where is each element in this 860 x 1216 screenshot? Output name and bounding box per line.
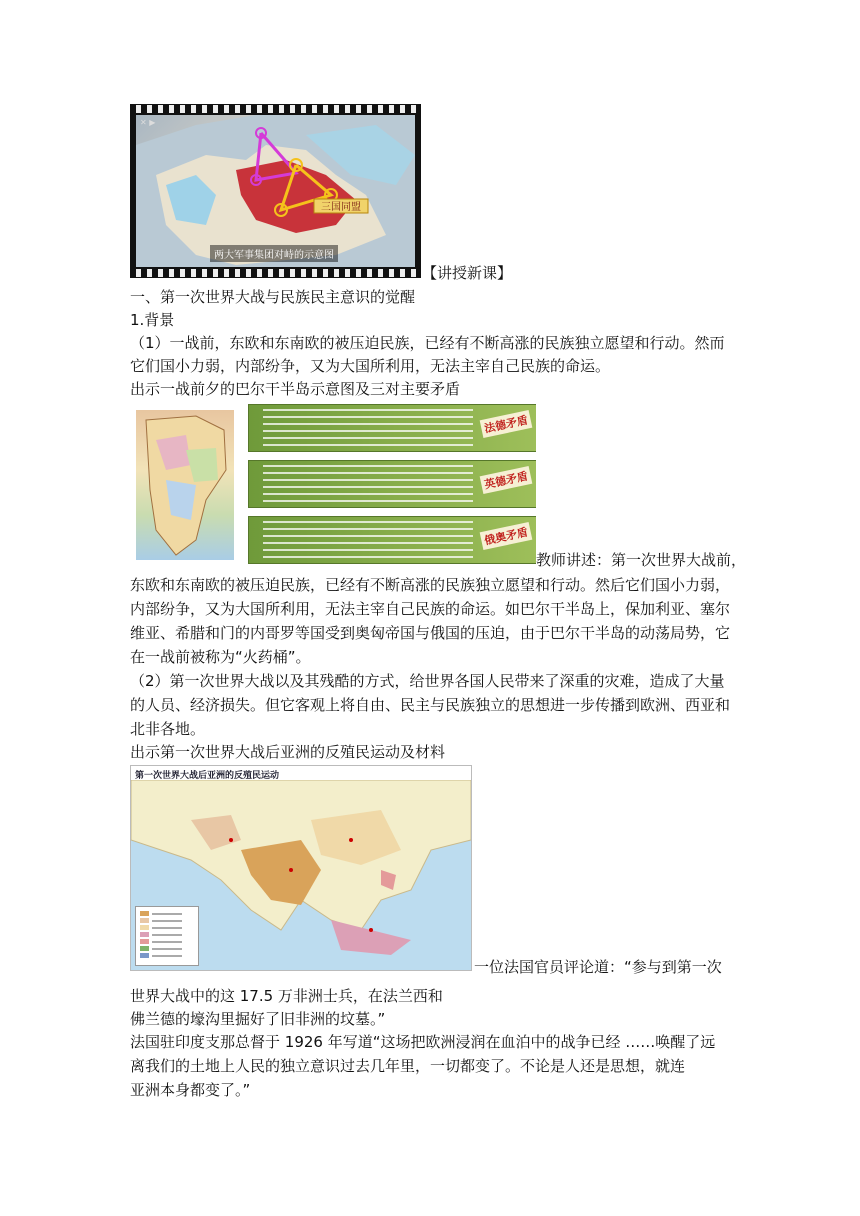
quote1-start: 一位法国官员评论道：“参与到第一次 <box>474 958 722 976</box>
russo-austrian-panel <box>248 516 536 564</box>
russo-austrian-label: 俄奥矛盾 <box>480 522 533 550</box>
quote2-line1: 法国驻印度支那总督于 1926 年写道“这场把欧洲浸润在血泊中的战争已经 ……唤醒了远 <box>130 1033 716 1051</box>
para1-line2: 它们国小力弱，内部纷争，又为大国所利用，无法主宰自己民族的命运。 <box>130 357 611 375</box>
para2-line3: 北非各地。 <box>130 720 206 738</box>
film-perforation-bottom <box>130 269 421 277</box>
lesson-new-heading: 【讲授新课】 <box>422 264 513 282</box>
film-perforation-top <box>130 105 421 113</box>
legend-swatch <box>140 918 149 923</box>
legend-line <box>152 934 182 936</box>
quote1-line2: 世界大战中的这 17.5 万非洲士兵，在法兰西和 <box>130 987 443 1005</box>
sub-title-background: 1.背景 <box>130 311 175 329</box>
film-corner-tag: ✕ ▶ <box>140 118 156 127</box>
panel-text-block <box>263 521 473 559</box>
quote2-line2: 离我们的土地上人民的独立意识过去几年里，一切都变了。不论是人还是思想，就连 <box>130 1057 686 1075</box>
quote1-line3: 佛兰德的壕沟里掘好了旧非洲的坟墓。” <box>130 1010 386 1028</box>
film-caption: 两大军事集团对峙的示意图 <box>210 245 338 262</box>
legend-line <box>152 948 182 950</box>
panel-text-block <box>263 465 473 503</box>
para1-line1: （1）一战前，东欧和东南欧的被压迫民族，已经有不断高涨的民族独立愿望和行动。然而 <box>130 334 725 352</box>
map-legend <box>135 906 199 966</box>
legend-line <box>152 927 182 929</box>
military-blocs-map-image <box>130 104 421 278</box>
anglo-german-label: 英德矛盾 <box>480 466 533 494</box>
legend-line <box>152 955 182 957</box>
anglo-german-panel <box>248 460 536 508</box>
legend-swatch <box>140 939 149 944</box>
triple-alliance-label: 三国同盟 <box>321 202 361 213</box>
asia-anticolonial-map <box>130 765 472 971</box>
teacher-line4: 维亚、希腊和门的内哥罗等国受到奥匈帝国与俄国的压迫，由于巴尔干半岛的动荡局势，它 <box>130 624 731 642</box>
legend-swatch <box>140 911 149 916</box>
teacher-line5: 在一战前被称为“火药桶”。 <box>130 648 311 666</box>
legend-line <box>152 941 182 943</box>
show-balkan-instruction: 出示一战前夕的巴尔干半岛示意图及三对主要矛盾 <box>130 380 461 398</box>
show-asia-instruction: 出示第一次世界大战后亚洲的反殖民运动及材料 <box>130 743 446 761</box>
balkan-contradictions-figure <box>136 404 536 566</box>
para2-line1: （2）第一次世界大战以及其残酷的方式，给世界各国人民带来了深重的灾难，造成了大量 <box>130 672 725 690</box>
balkan-map-drawing <box>136 410 234 560</box>
section-title: 一、第一次世界大战与民族民主意识的觉醒 <box>130 288 416 306</box>
teacher-line3: 内部纷争，又为大国所利用，无法主宰自己民族的命运。如巴尔干半岛上，保加利亚、塞尔 <box>130 600 731 618</box>
teacher-line2: 东欧和东南欧的被压迫民族，已经有不断高涨的民族独立愿望和行动。然后它们国小力弱， <box>130 576 731 594</box>
franco-german-label: 法德矛盾 <box>480 410 533 438</box>
franco-german-panel <box>248 404 536 452</box>
asia-map-title: 第一次世界大战后亚洲的反殖民运动 <box>135 771 280 781</box>
legend-swatch <box>140 932 149 937</box>
legend-swatch <box>140 925 149 930</box>
legend-line <box>152 920 182 922</box>
balkan-peninsula-map <box>136 410 234 560</box>
legend-swatch <box>140 946 149 951</box>
quote2-line3: 亚洲本身都变了。” <box>130 1081 251 1099</box>
legend-line <box>152 913 182 915</box>
legend-swatch <box>140 953 149 958</box>
teacher-narration-start: 教师讲述：第一次世界大战前， <box>536 551 747 569</box>
para2-line2: 的人员、经济损失。但它客观上将自由、民主与民族独立的思想进一步传播到欧洲、西亚和 <box>130 696 731 714</box>
panel-text-block <box>263 409 473 447</box>
